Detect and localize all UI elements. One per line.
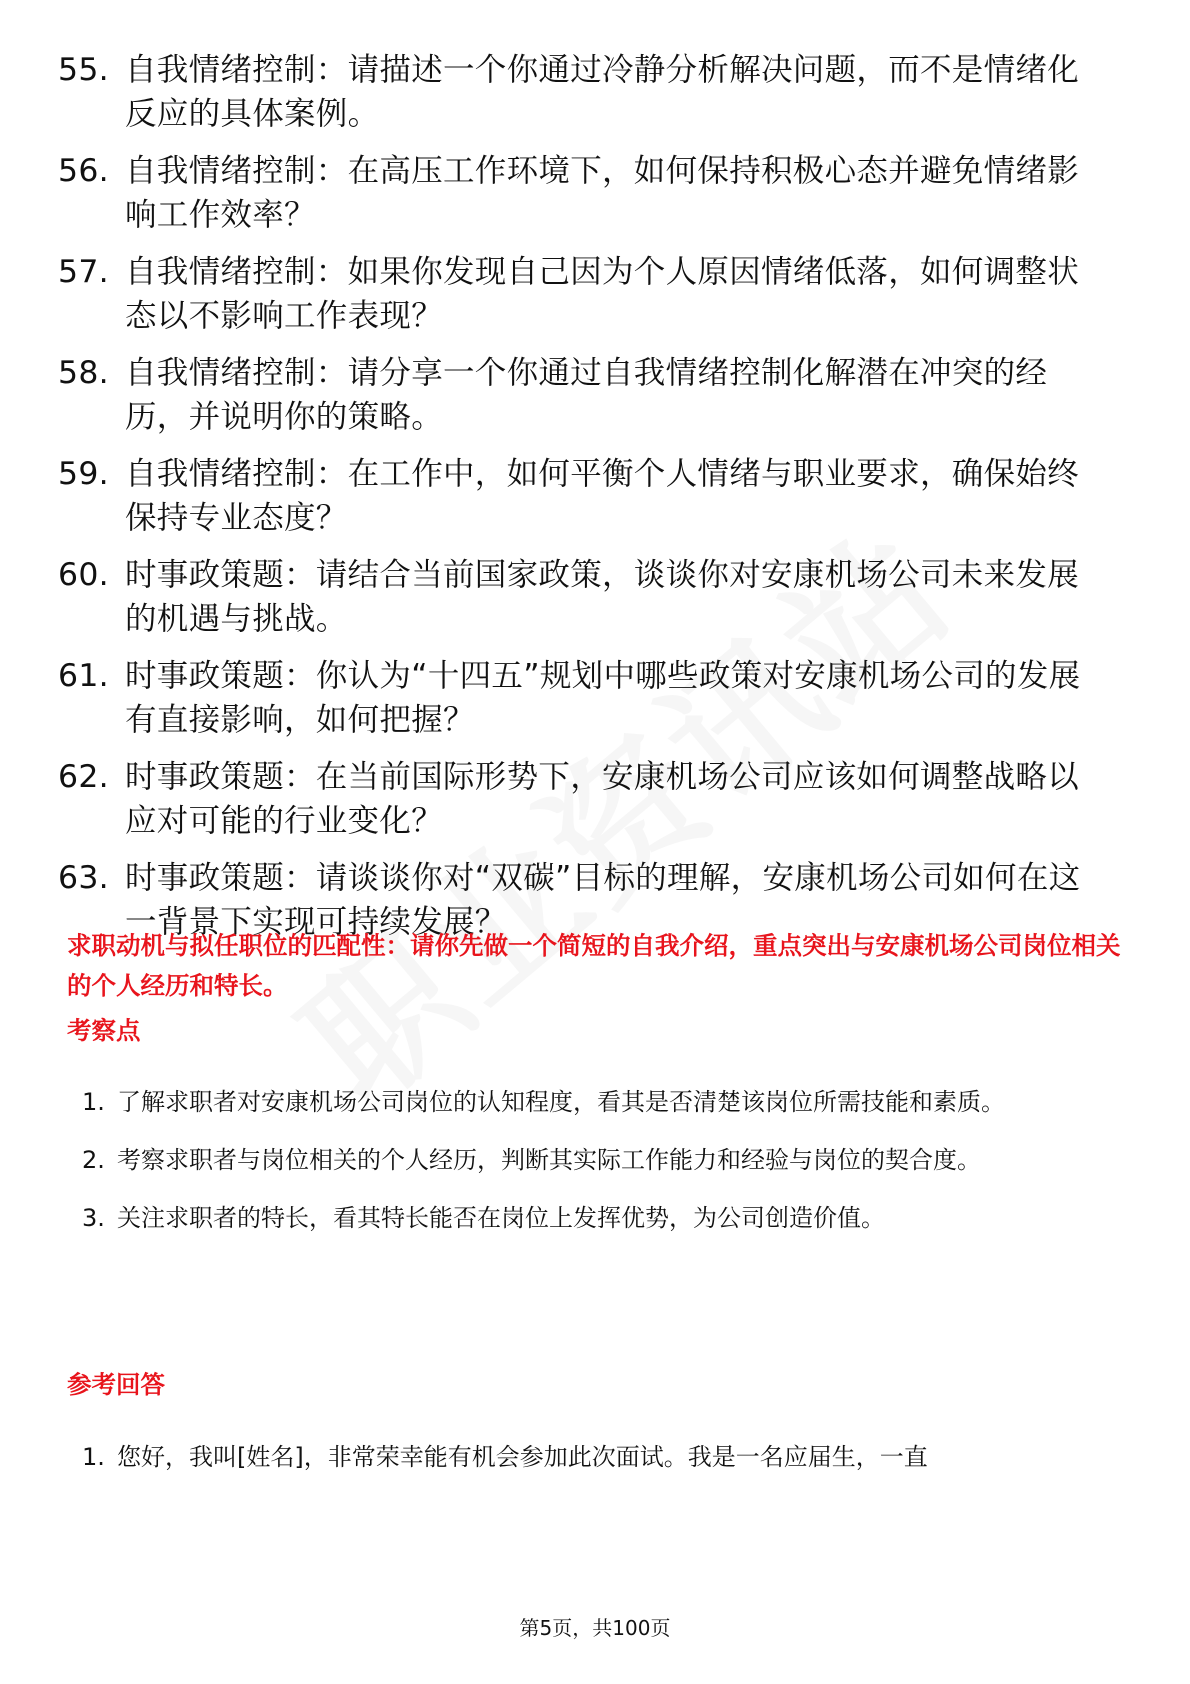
question-text: 自我情绪控制：如果你发现自己因为个人原因情绪低落，如何调整状态以不影响工作表现？	[125, 254, 1080, 334]
list-number: 2.	[82, 1146, 105, 1174]
question-item	[0, 755, 1110, 843]
question-number: 62.	[58, 759, 109, 795]
question-number: 56.	[58, 153, 109, 189]
question-item	[0, 553, 1110, 641]
question-list	[0, 48, 1190, 957]
question-text: 自我情绪控制：在高压工作环境下，如何保持积极心态并避免情绪影响工作效率？	[125, 153, 1080, 233]
assessment-heading: 考察点	[67, 1016, 141, 1045]
question-item	[0, 452, 1110, 540]
question-text: 自我情绪控制：在工作中，如何平衡个人情绪与职业要求，确保始终保持专业态度？	[125, 456, 1080, 536]
question-text: 自我情绪控制：请分享一个你通过自我情绪控制化解潜在冲突的经历，并说明你的策略。	[125, 355, 1048, 435]
page-footer: 第5页，共100页	[519, 1616, 671, 1640]
reference-list	[0, 1430, 1190, 1488]
question-number: 63.	[58, 860, 109, 896]
question-text: 自我情绪控制：请描述一个你通过冷静分析解决问题，而不是情绪化反应的具体案例。	[125, 52, 1080, 132]
question-item	[0, 48, 1110, 136]
question-number: 60.	[58, 557, 109, 593]
list-number: 3.	[82, 1204, 105, 1232]
list-item	[0, 1133, 1042, 1188]
question-item	[0, 250, 1110, 338]
question-text: 时事政策题：在当前国际形势下，安康机场公司应该如何调整战略以应对可能的行业变化？	[125, 759, 1080, 839]
question-number: 59.	[58, 456, 109, 492]
question-text: 时事政策题：你认为“十四五”规划中哪些政策对安康机场公司的发展有直接影响，如何把握？	[125, 658, 1081, 738]
question-item	[0, 149, 1110, 237]
list-item	[0, 1075, 1042, 1130]
question-text: 时事政策题：请谈谈你对“双碳”目标的理解，安康机场公司如何在这一背景下实现可持续发展？	[125, 860, 1081, 940]
list-item	[0, 1430, 1042, 1485]
question-number: 55.	[58, 52, 109, 88]
question-number: 58.	[58, 355, 109, 391]
list-item	[0, 1191, 1042, 1246]
question-item	[0, 654, 1110, 742]
list-number: 1.	[82, 1443, 105, 1471]
question-text: 时事政策题：请结合当前国家政策，谈谈你对安康机场公司未来发展的机遇与挑战。	[125, 557, 1080, 637]
list-number: 1.	[82, 1088, 105, 1116]
list-text: 了解求职者对安康机场公司岗位的认知程度，看其是否清楚该岗位所需技能和素质。	[117, 1088, 1005, 1116]
list-text: 关注求职者的特长，看其特长能否在岗位上发挥优势，为公司创造价值。	[117, 1204, 885, 1232]
reference-heading: 参考回答	[67, 1370, 165, 1399]
assessment-list	[0, 1075, 1190, 1249]
section-title: 求职动机与拟任职位的匹配性：请你先做一个简短的自我介绍，重点突出与安康机场公司岗位相关的个人经历和特长。	[67, 931, 1121, 1000]
question-number: 57.	[58, 254, 109, 290]
question-item	[0, 351, 1110, 439]
question-number: 61.	[58, 658, 109, 694]
list-text: 考察求职者与岗位相关的个人经历，判断其实际工作能力和经验与岗位的契合度。	[117, 1146, 981, 1174]
list-text: 您好，我叫[姓名]，非常荣幸能有机会参加此次面试。我是一名应届生，一直	[117, 1443, 928, 1471]
